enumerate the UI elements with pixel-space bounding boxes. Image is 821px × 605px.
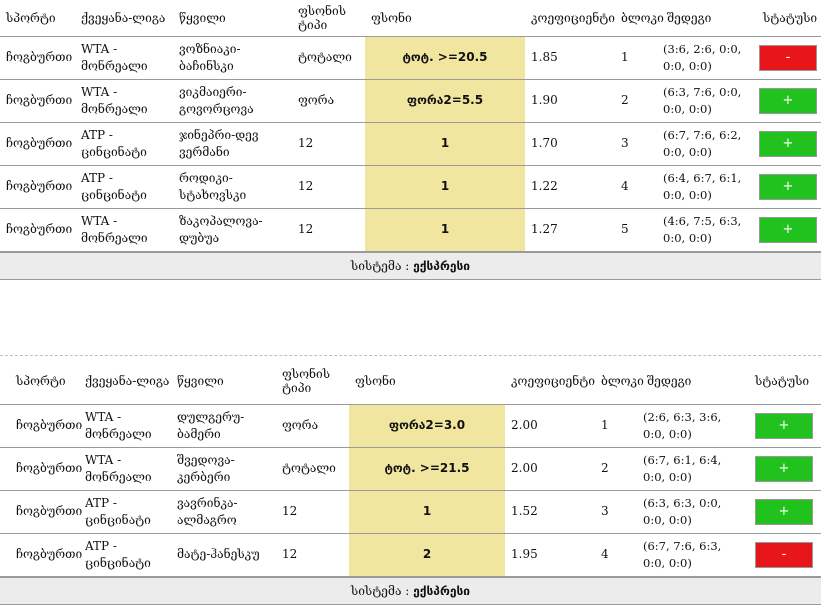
- cell-sport: ჩოგბურთი: [0, 79, 75, 122]
- cell-block: 2: [615, 79, 661, 122]
- cell-match: როდიკი-სტახოვსკი: [173, 165, 292, 208]
- system-value: ექსპრესი: [413, 583, 471, 598]
- cell-bet: 1: [365, 165, 525, 208]
- cell-league: ATP - ცინცინატი: [75, 122, 173, 165]
- cell-sport: ჩოგბურთი: [0, 36, 75, 79]
- cell-bet: 1: [349, 490, 505, 533]
- cell-match: ვიკმაიერი-გოვორცოვა: [173, 79, 292, 122]
- cell-sport: ჩოგბურთი: [0, 122, 75, 165]
- header-sport: სპორტი: [0, 0, 75, 36]
- header-league: ქვეყანა-ლიგა: [73, 358, 171, 404]
- ticket-1: [0, 0, 821, 280]
- cell-league: WTA - მონრეალი: [75, 79, 173, 122]
- cell-league: WTA - მონრეალი: [73, 404, 171, 447]
- cell-league: WTA - მონრეალი: [75, 36, 173, 79]
- cell-odds: 1.70: [525, 122, 615, 165]
- cell-match: შვედოვა-კერბერი: [171, 447, 276, 490]
- cell-bet: 1: [365, 122, 525, 165]
- cell-sport: ჩოგბურთი: [0, 447, 73, 490]
- header-bet: ფსონი: [365, 0, 525, 36]
- cell-odds: 1.85: [525, 36, 615, 79]
- cell-odds: 1.90: [525, 79, 615, 122]
- cell-block: 2: [595, 447, 641, 490]
- cell-league: ATP - ცინცინატი: [75, 165, 173, 208]
- cell-bet-type: 12: [292, 208, 365, 251]
- cell-block: 4: [595, 533, 641, 576]
- cell-match: ვავრინკა-ალმაგრო: [171, 490, 276, 533]
- cell-league: ATP - ცინცინატი: [73, 533, 171, 576]
- cell-result: (6:3, 7:6, 0:0, 0:0, 0:0): [661, 79, 757, 122]
- cell-bet-type: ტოტალი: [292, 36, 365, 79]
- cell-block: 3: [595, 490, 641, 533]
- table-row: [0, 122, 821, 165]
- cell-block: 4: [615, 165, 661, 208]
- cell-status: [741, 533, 821, 576]
- cell-status: [757, 208, 821, 251]
- header-match: წყვილი: [173, 0, 292, 36]
- status-win-badge: +: [759, 88, 817, 114]
- table-row: [0, 36, 821, 79]
- cell-status: [757, 165, 821, 208]
- header-status: სტატუსი: [757, 0, 821, 36]
- cell-odds: 1.95: [505, 533, 595, 576]
- cell-odds: 2.00: [505, 447, 595, 490]
- cell-status: [741, 447, 821, 490]
- status-loss-badge: -: [759, 45, 817, 71]
- cell-bet: 2: [349, 533, 505, 576]
- status-win-badge: +: [755, 456, 813, 482]
- system-value: ექსპრესი: [413, 258, 471, 273]
- header-match: წყვილი: [171, 358, 276, 404]
- ticket-1-rows: [0, 36, 821, 251]
- table-row: [0, 79, 821, 122]
- cell-sport: ჩოგბურთი: [0, 404, 73, 447]
- header-odds: კოეფიციენტი: [505, 358, 595, 404]
- cell-odds: 1.22: [525, 165, 615, 208]
- ticket-2-table: [0, 358, 821, 577]
- cell-odds: 1.27: [525, 208, 615, 251]
- cell-bet-type: 12: [292, 122, 365, 165]
- ticket-1-system: [0, 252, 821, 280]
- cell-bet: 1: [365, 208, 525, 251]
- cell-block: 5: [615, 208, 661, 251]
- header-result: შედეგი: [661, 0, 757, 36]
- header-bet: ფსონი: [349, 358, 505, 404]
- cell-sport: ჩოგბურთი: [0, 533, 73, 576]
- cell-result: (6:7, 6:1, 6:4, 0:0, 0:0): [641, 447, 741, 490]
- status-win-badge: +: [759, 217, 817, 243]
- cell-bet: ფორა2=5.5: [365, 79, 525, 122]
- cell-bet-type: 12: [292, 165, 365, 208]
- cell-result: (3:6, 2:6, 0:0, 0:0, 0:0): [661, 36, 757, 79]
- cell-match: ვოზნიაკი-ბაჩინსკი: [173, 36, 292, 79]
- table-row: [0, 165, 821, 208]
- cell-result: (6:7, 7:6, 6:2, 0:0, 0:0): [661, 122, 757, 165]
- table-row: [0, 490, 821, 533]
- status-win-badge: +: [759, 131, 817, 157]
- cell-match: დულგერუ-ბამერი: [171, 404, 276, 447]
- system-label: სისტემა :: [350, 258, 414, 273]
- cell-block: 3: [615, 122, 661, 165]
- cell-result: (4:6, 7:5, 6:3, 0:0, 0:0): [661, 208, 757, 251]
- cell-block: 1: [595, 404, 641, 447]
- cell-status: [757, 79, 821, 122]
- cell-bet-type: ფორა: [276, 404, 349, 447]
- header-bet-type: ფსონის ტიპი: [276, 358, 349, 404]
- ticket-2-rows: [0, 404, 821, 576]
- header-league: ქვეყანა-ლიგა: [75, 0, 173, 36]
- cell-match: ზაკოპალოვა-დუბუა: [173, 208, 292, 251]
- cell-status: [757, 36, 821, 79]
- status-win-badge: +: [755, 413, 813, 439]
- cell-result: (6:3, 6:3, 0:0, 0:0, 0:0): [641, 490, 741, 533]
- cell-bet-type: ტოტალი: [276, 447, 349, 490]
- cell-sport: ჩოგბურთი: [0, 165, 75, 208]
- cell-bet: ტოტ. >=21.5: [349, 447, 505, 490]
- cell-bet-type: ფორა: [292, 79, 365, 122]
- table-row: [0, 208, 821, 251]
- cell-league: WTA - მონრეალი: [75, 208, 173, 251]
- cell-bet-type: 12: [276, 490, 349, 533]
- cell-match: ჯინეპრი-დევ ვერმანი: [173, 122, 292, 165]
- header-block: ბლოკი: [595, 358, 641, 404]
- status-win-badge: +: [759, 174, 817, 200]
- ticket-2: [0, 358, 821, 605]
- table-row: [0, 404, 821, 447]
- cell-status: [741, 404, 821, 447]
- cell-odds: 2.00: [505, 404, 595, 447]
- ticket-2-system: [0, 577, 821, 605]
- header-odds: კოეფიციენტი: [525, 0, 615, 36]
- header-result: შედეგი: [641, 358, 741, 404]
- table-row: [0, 533, 821, 576]
- header-block: ბლოკი: [615, 0, 661, 36]
- ticket-1-table: [0, 0, 821, 252]
- table-row: [0, 447, 821, 490]
- cell-odds: 1.52: [505, 490, 595, 533]
- cell-bet-type: 12: [276, 533, 349, 576]
- cell-league: WTA - მონრეალი: [73, 447, 171, 490]
- header-bet-type: ფსონის ტიპი: [292, 0, 365, 36]
- cell-bet: ტოტ. >=20.5: [365, 36, 525, 79]
- system-label: სისტემა :: [350, 583, 414, 598]
- separator: [0, 355, 821, 356]
- cell-sport: ჩოგბურთი: [0, 208, 75, 251]
- cell-match: მატე-ჰანესკუ: [171, 533, 276, 576]
- cell-status: [741, 490, 821, 533]
- cell-bet: ფორა2=3.0: [349, 404, 505, 447]
- cell-result: (6:7, 7:6, 6:3, 0:0, 0:0): [641, 533, 741, 576]
- cell-block: 1: [615, 36, 661, 79]
- cell-sport: ჩოგბურთი: [0, 490, 73, 533]
- cell-result: (2:6, 6:3, 3:6, 0:0, 0:0): [641, 404, 741, 447]
- header-status: სტატუსი: [741, 358, 821, 404]
- status-win-badge: +: [755, 499, 813, 525]
- header-sport: სპორტი: [0, 358, 73, 404]
- cell-status: [757, 122, 821, 165]
- cell-league: ATP - ცინცინატი: [73, 490, 171, 533]
- status-loss-badge: -: [755, 542, 813, 568]
- cell-result: (6:4, 6:7, 6:1, 0:0, 0:0): [661, 165, 757, 208]
